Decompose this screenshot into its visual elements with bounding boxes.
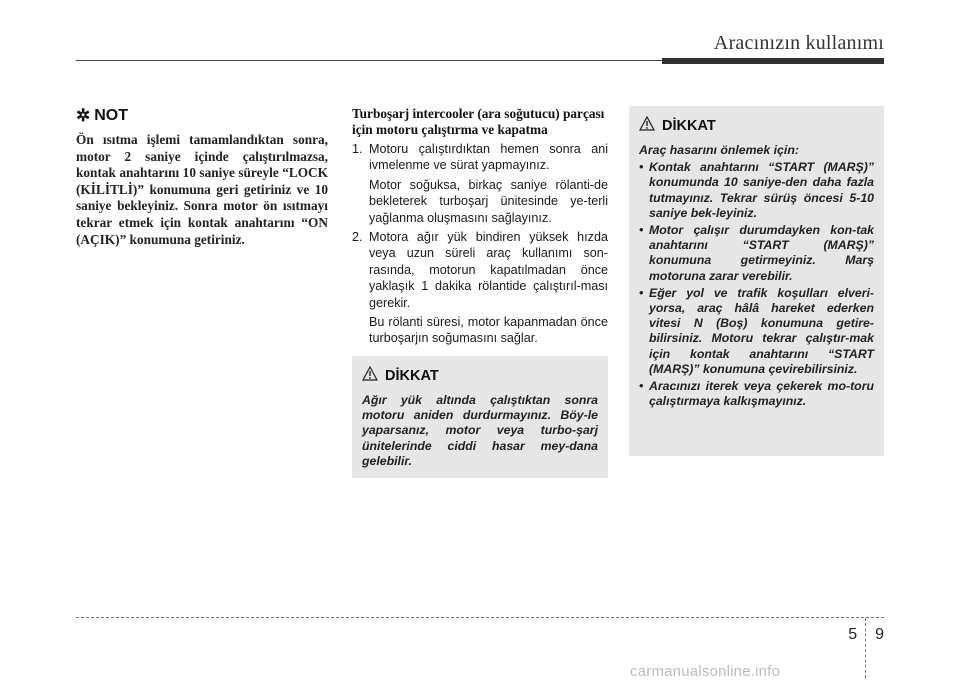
note-column xyxy=(76,106,328,248)
warning-heading-label: DİKKAT xyxy=(662,117,716,134)
asterisk-star-icon: ✲ xyxy=(76,106,91,125)
turbo-heading: Turboşarj intercooler (ara soğutucu) parçası için motoru çalıştırma ve kapatma xyxy=(352,106,605,137)
list-item xyxy=(639,379,874,409)
step-text: Motoru çalıştırdıktan hemen sonra ani ivmelenme ve sürat yapmayınız. xyxy=(369,142,608,173)
warning-item-text: Aracınızı iterek veya çekerek mo-toru çalıştırmaya kalkışmayınız. xyxy=(649,379,874,409)
note-heading xyxy=(76,106,328,126)
warning-items xyxy=(639,160,874,409)
turbo-steps xyxy=(352,141,608,347)
footer-rule xyxy=(76,617,884,618)
bullet: • xyxy=(639,223,644,238)
page-number-divider xyxy=(865,618,867,678)
bullet: • xyxy=(639,285,644,300)
watermark: carmanualsonline.info xyxy=(630,663,781,680)
step-text: Motora ağır yük bindiren yüksek hızda veya uzun süreli araç kullanımı son-rasında, motorun kapatılmadan önce yaklaşık 1 dakika rölantide çalıştırıl-ması gerekir. xyxy=(369,230,608,310)
list-item xyxy=(352,229,608,311)
list-item xyxy=(639,223,874,284)
header-bar xyxy=(662,58,884,64)
note-text: Ön ısıtma işlemi tamamlandıktan sonra, motor 2 saniye içinde çalıştırılmazsa, kontak anahtarını 10 saniye süreyle “LOCK (KİLİTLİ)” konumuna geri getiriniz ve 10 saniye bekleyiniz. Sonra motor ön ısıtmayı tekrar etmek için kontak anahtarını “ON (AÇIK)” konumuna getiriniz. xyxy=(76,132,328,247)
warning-triangle-icon xyxy=(639,116,655,135)
warning-heading xyxy=(362,366,598,385)
warning-box-engine-stop xyxy=(352,356,608,478)
page-section-title: Aracınızın kullanımı xyxy=(713,32,884,54)
note-heading-label: NOT xyxy=(94,107,129,124)
warning-intro: Araç hasarını önlemek için: xyxy=(639,143,799,157)
bullet: • xyxy=(639,379,644,394)
warning-triangle-icon xyxy=(362,366,378,385)
bullet: • xyxy=(639,160,644,175)
warning-item-text: Eğer yol ve trafik koşulları elveri-yorsa, araç hâlâ hareket ederken vitesi N (Boş) konumuna getire-bilirsiniz. Motoru tekrar çalıştır-mak için kontak anahtarını “START (MARŞ)” konumuna çevirebilirsiniz. xyxy=(649,285,874,376)
page-number xyxy=(848,626,884,686)
turbo-section xyxy=(352,106,608,350)
header-rule xyxy=(76,60,662,61)
warning-heading-label: DİKKAT xyxy=(385,367,439,384)
warning-heading xyxy=(639,116,874,135)
warning-item-text: Kontak anahtarını “START (MARŞ)” konumunda 10 saniye-den daha fazla tutmayınız. Tekrar sürüş öncesi 5-10 saniye bek-leyiniz. xyxy=(649,160,874,220)
step-subtext: Bu rölanti süresi, motor kapanmadan önce turboşarjın soğumasını sağlar. xyxy=(369,315,608,346)
page-number-value: 9 xyxy=(875,626,884,643)
warning-box-ignition xyxy=(629,106,884,456)
list-item xyxy=(639,160,874,221)
list-item xyxy=(639,286,874,377)
chapter-number: 5 xyxy=(848,626,858,643)
warning-text: Ağır yük altında çalıştıktan sonra motoru aniden durdurmayınız. Böy-le yaparsanız, motor veya turbo-şarj ünitelerinde ciddi hasar mey-dana gelebilir. xyxy=(362,393,598,468)
step-number: 2. xyxy=(352,230,363,245)
warning-item-text: Motor çalışır durumdayken kon-tak anahtarını “START (MARŞ)” konumuna getirmeyiniz. Marş motoruna zarar verebilir. xyxy=(649,223,874,283)
step-subtext: Motor soğuksa, birkaç saniye rölanti-de bekleterek turboşarj ünitesinde ye-terli yağlanma oluşmasını sağlayınız. xyxy=(369,177,608,225)
list-item xyxy=(352,141,608,174)
step-number: 1. xyxy=(352,142,363,156)
